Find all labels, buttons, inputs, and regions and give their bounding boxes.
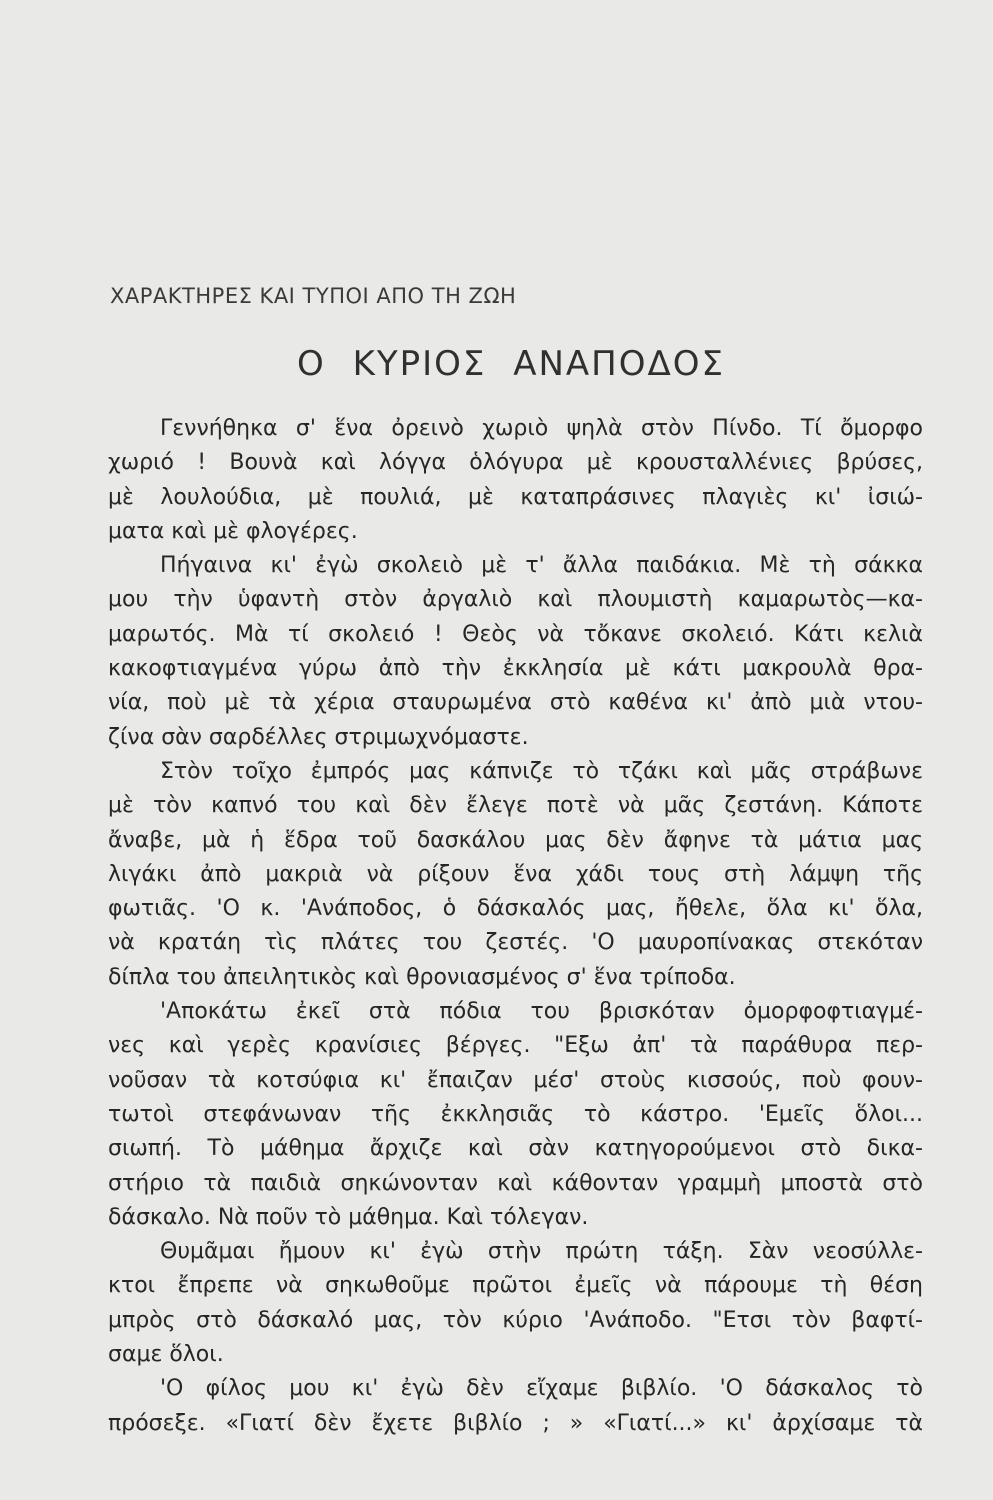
text-line: φωτιᾶς. 'Ο κ. 'Ανάποδος, ὁ δάσκαλός μας, ἤθελε, ὅλα κι' ὅλα,: [108, 896, 923, 922]
text-line: δάσκαλο. Νὰ ποῦν τὸ μάθημα. Καὶ τόλεγαν.: [108, 1204, 589, 1230]
text-line: μπρὸς στὸ δάσκαλό μας, τὸν κύριο 'Ανάποδο. "Ετσι τὸν βαφτί-: [108, 1307, 923, 1333]
text-line: μαρωτός. Μὰ τί σκολειό ! Θεὸς νὰ τὄκανε σκολειό. Κάτι κελιὰ: [108, 621, 923, 647]
body-text: [108, 412, 923, 1441]
text-line: ζίνα σὰν σαρδέλλες στριμωχνόμαστε.: [108, 724, 529, 750]
text-line: χωριό ! Βουνὰ καὶ λόγγα ὁλόγυρα μὲ κρουσταλλένιες βρύσες,: [108, 450, 923, 476]
text-line: λιγάκι ἀπὸ μακριὰ νὰ ρίξουν ἕνα χάδι τους στὴ λάμψη τῆς: [108, 861, 923, 887]
text-line: νοῦσαν τὰ κοτσύφια κι' ἔπαιζαν μέσ' στοὺς κισσούς, ποὺ φουν-: [108, 1067, 923, 1093]
text-line: Πήγαινα κι' ἐγὼ σκολειὸ μὲ τ' ἄλλα παιδάκια. Μὲ τὴ σάκκα: [160, 553, 923, 579]
text-line: σαμε ὅλοι.: [108, 1342, 224, 1368]
text-line: νία, ποὺ μὲ τὰ χέρια σταυρωμένα στὸ καθένα κι' ἀπὸ μιὰ ντου-: [108, 690, 923, 716]
text-line: κακοφτιαγμένα γύρω ἀπὸ τὴν ἐκκλησία μὲ κάτι μακρουλὰ θρα-: [108, 656, 923, 682]
text-line: Θυμᾶμαι ἤμουν κι' ἐγὼ στὴν πρώτη τάξη. Σὰν νεοσύλλε-: [160, 1239, 923, 1265]
text-line: μου τὴν ὑφαντὴ στὸν ἀργαλιὸ καὶ πλουμιστὴ καμαρωτὸς—κα-: [108, 587, 923, 613]
text-line: δίπλα του ἀπειλητικὸς καὶ θρονιασμένος σ' ἕνα τρίποδα.: [108, 964, 736, 990]
text-line: Στὸν τοῖχο ἐμπρός μας κάπνιζε τὸ τζάκι καὶ μᾶς στράβωνε: [160, 758, 923, 784]
text-line: σιωπή. Τὸ μάθημα ἄρχιζε καὶ σὰν κατηγορούμενοι στὸ δικα-: [108, 1136, 923, 1162]
text-line: τωτοὶ στεφάνωναν τῆς ἐκκλησιᾶς τὸ κάστρο. 'Εμεῖς ὅλοι...: [108, 1101, 923, 1127]
text-line: στήριο τὰ παιδιὰ σηκώνονταν καὶ κάθονταν γραμμὴ μποστὰ στὸ: [108, 1170, 923, 1196]
text-line: νες καὶ γερὲς κρανίσιες βέργες. "Εξω ἀπ' τὰ παράθυρα περ-: [108, 1033, 923, 1059]
text-line: Γεννήθηκα σ' ἕνα ὀρεινὸ χωριὸ ψηλὰ στὸν Πίνδο. Τί ὄμορφο: [160, 416, 923, 441]
text-line: νὰ κρατάη τὶς πλάτες του ζεστές. 'Ο μαυροπίνακας στεκόταν: [108, 930, 923, 956]
text-line: μὲ λουλούδια, μὲ πουλιά, μὲ καταπράσινες πλαγιὲς κι' ἰσιώ-: [108, 484, 923, 510]
chapter-title: Ο ΚΥΡΙΟΣ ΑΝΑΠΟΔΟΣ: [297, 344, 725, 384]
text-line: 'Αποκάτω ἐκεῖ στὰ πόδια του βρισκόταν ὀμορφοφτιαγμέ-: [160, 999, 923, 1025]
text-line: ἄναβε, μὰ ἡ ἕδρα τοῦ δασκάλου μας δὲν ἄφηνε τὰ μάτια μας: [108, 827, 923, 853]
section-header: ΧΑΡΑΚΤΗΡΕΣ ΚΑΙ ΤΥΠΟΙ ΑΠΟ ΤΗ ΖΩΗ: [110, 284, 517, 308]
text-line: κτοι ἔπρεπε νὰ σηκωθοῦμε πρῶτοι ἐμεῖς νὰ πάρουμε τὴ θέση: [108, 1273, 923, 1299]
text-line: πρόσεξε. «Γιατί δὲν ἔχετε βιβλίο ; » «Γιατί...» κι' ἀρχίσαμε τὰ: [108, 1410, 923, 1436]
text-line: ματα καὶ μὲ φλογέρες.: [108, 518, 358, 544]
text-line: μὲ τὸν καπνό του καὶ δὲν ἔλεγε ποτὲ νὰ μᾶς ζεστάνη. Κάποτε: [108, 793, 923, 819]
text-line: 'Ο φίλος μου κι' ἐγὼ δὲν εἴχαμε βιβλίο. 'Ο δάσκαλος τὸ: [160, 1376, 923, 1402]
